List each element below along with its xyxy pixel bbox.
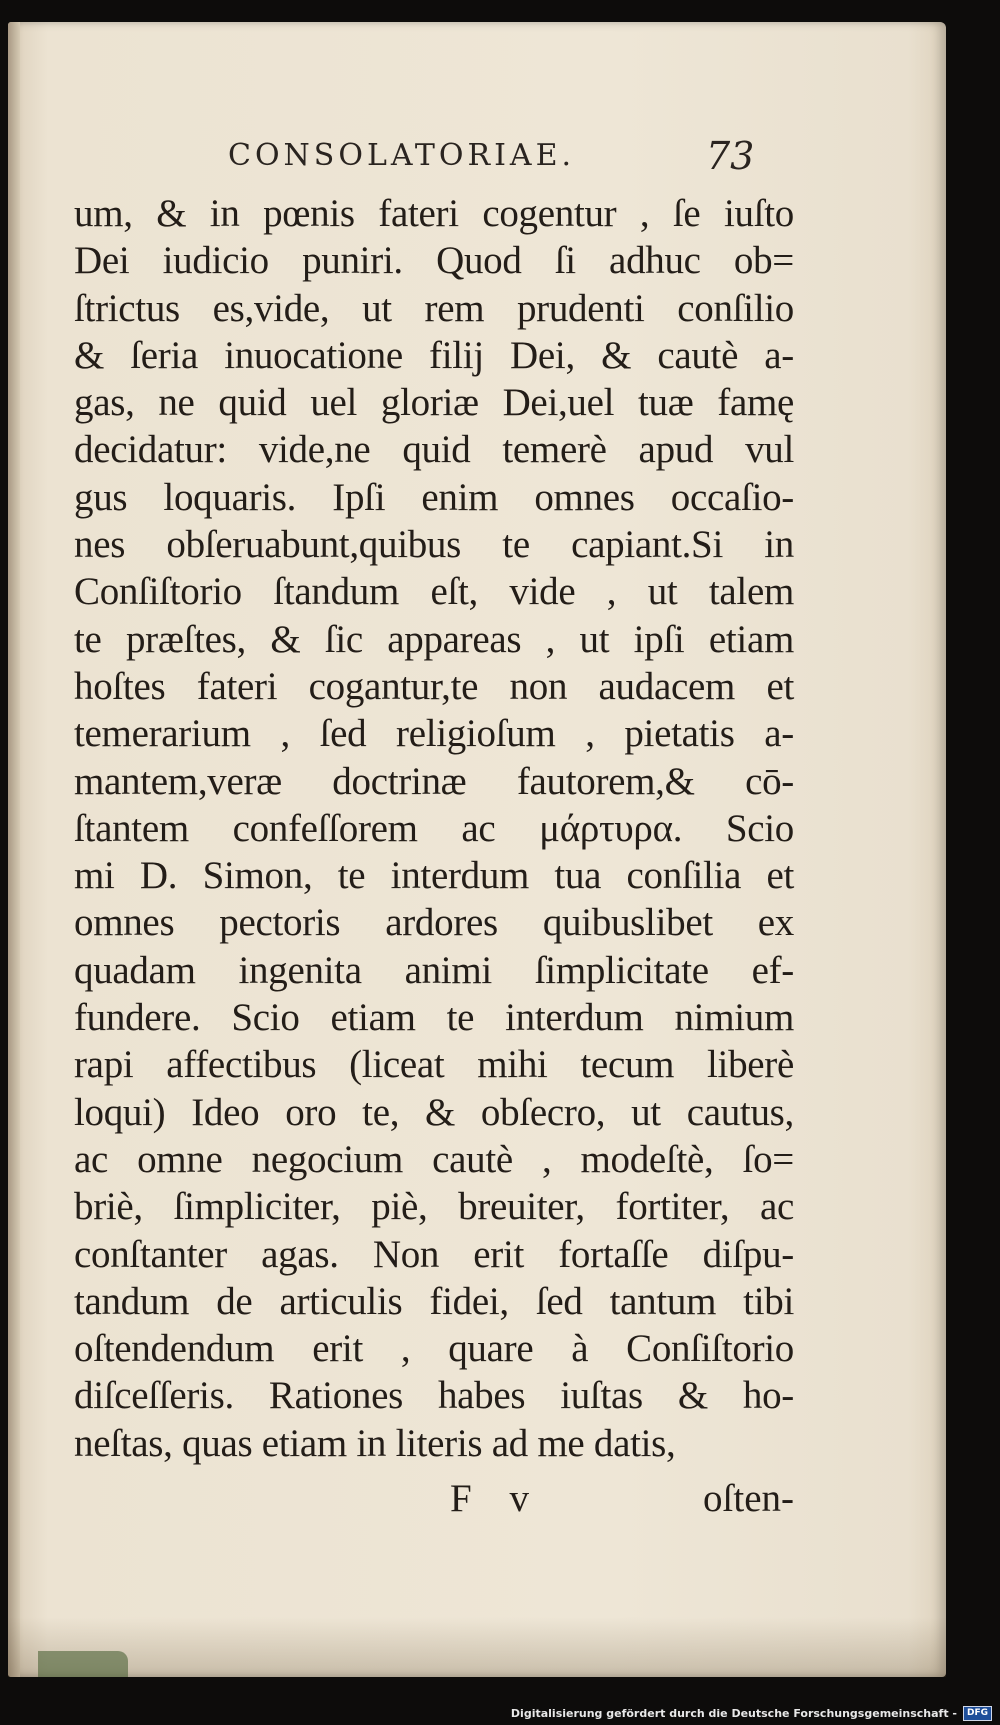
catchword: oſten- [703, 1477, 794, 1520]
text-line: nes obſeruabunt,quibus te capiant.Si in [74, 523, 794, 567]
running-head: CONSOLATORIAE. [228, 138, 576, 173]
dfg-logo-icon: DFG [963, 1706, 992, 1721]
page-bottom-shading [8, 1617, 946, 1677]
folio-number: 73 [706, 134, 755, 178]
text-line: neſtas, quas etiam in literis ad me datis, [74, 1421, 676, 1465]
signature-mark: F v [450, 1477, 543, 1520]
text-line: loqui) Ideo oro te, & obſecro, ut cautus, [74, 1090, 794, 1134]
text-line: gas, ne quid uel gloriæ Dei,uel tuæ famę [74, 381, 794, 425]
text-line: gus loquaris. Ipſi enim omnes occaſio- [74, 475, 794, 519]
text-line: Conſiſtorio ſtandum eſt, vide , ut talem [74, 570, 794, 614]
text-line: tandum de articulis fidei, ſed tantum tibi [74, 1279, 794, 1323]
text-line: mi D. Simon, te interdum tua conſilia et [74, 854, 794, 898]
body-text [74, 190, 794, 1467]
text-line: mantem,veræ doctrinæ fautorem,& cō- [74, 759, 794, 803]
page-corner-stain [38, 1651, 128, 1677]
text-line: fundere. Scio etiam te interdum nimium [74, 996, 794, 1040]
text-line: diſceſſeris. Rationes habes iuſtas & ho- [74, 1374, 794, 1418]
text-line: ſtantem confeſſorem ac μάρτυρα. Scio [74, 806, 794, 850]
text-line: & ſeria inuocatione filij Dei, & cautè a- [74, 333, 794, 377]
text-line: quadam ingenita animi ſimplicitate ef- [74, 948, 794, 992]
digitization-credit [511, 1705, 992, 1721]
text-line: ac omne negocium cautè , modeſtè, ſo= [74, 1137, 794, 1181]
text-line: rapi affectibus (liceat mihi tecum liberè [74, 1043, 794, 1087]
text-line: conſtanter agas. Non erit fortaſſe diſpu- [74, 1232, 794, 1276]
text-line: Dei iudicio puniri. Quod ſi adhuc ob= [74, 239, 794, 283]
book-page [8, 22, 946, 1677]
page-gutter-edge [8, 22, 20, 1677]
text-line: decidatur: vide,ne quid temerè apud vul [74, 428, 794, 472]
credit-text: Digitalisierung gefördert durch die Deutsche Forschungsgemeinschaft - [510, 1706, 957, 1720]
text-line: briè, ſimpliciter, piè, breuiter, fortiter, ac [74, 1185, 794, 1229]
text-line: te præſtes, & ſic appareas , ut ipſi etiam [74, 617, 794, 661]
text-line: um, & in pœnis fateri cogentur , ſe iuſto [74, 192, 794, 235]
signature-line [74, 1476, 794, 1526]
text-line: hoſtes fateri cogantur,te non audacem et [74, 664, 794, 708]
text-line: omnes pectoris ardores quibuslibet ex [74, 901, 794, 945]
text-line: temerarium , ſed religioſum , pietatis a- [74, 712, 794, 756]
text-line: ſtrictus es,vide, ut rem prudenti conſilio [74, 286, 794, 330]
text-line: oſtendendum erit , quare à Conſiſtorio [74, 1327, 794, 1371]
